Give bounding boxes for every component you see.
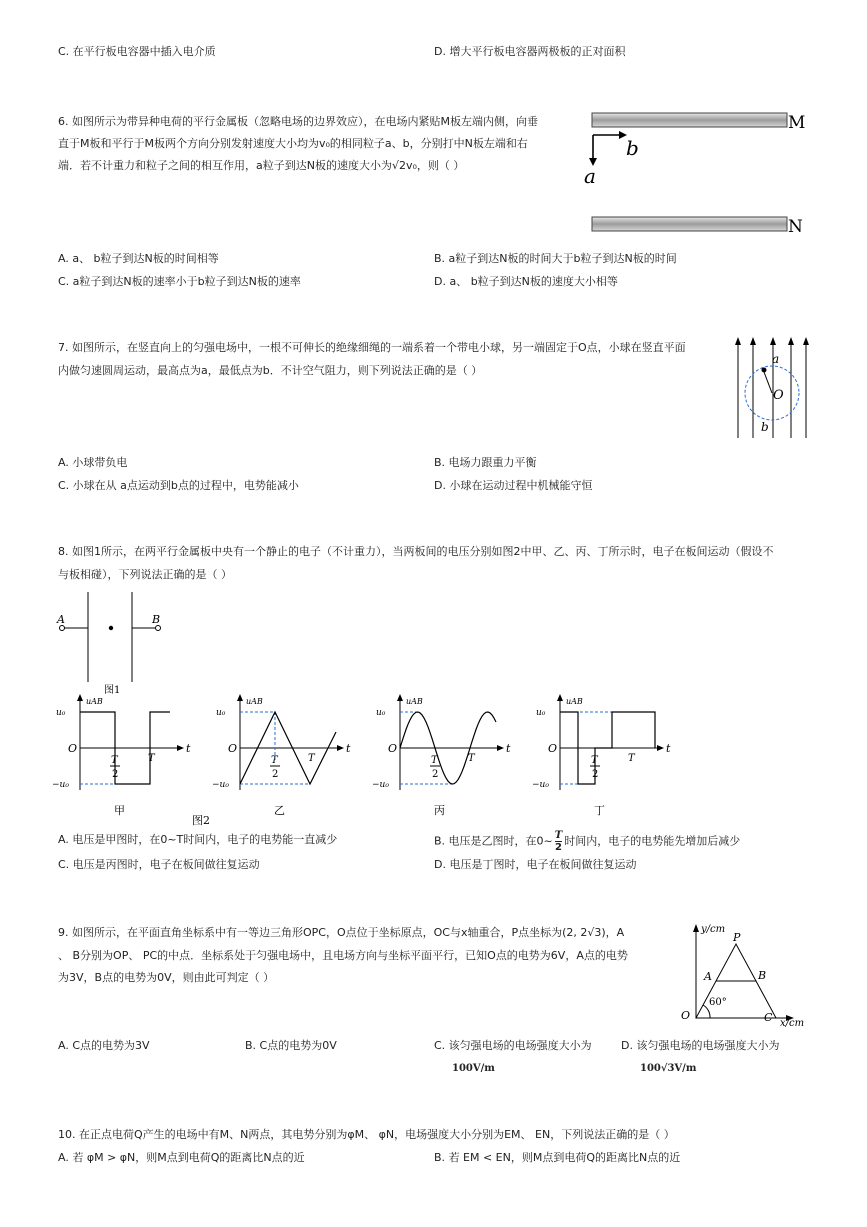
q8-option-b — [434, 830, 740, 853]
figure2-caption: 图2 — [192, 814, 210, 827]
q9-option-c-line1: C. 该匀强电场的电场强度大小为 — [434, 1039, 592, 1052]
figure1-caption: 图1 — [104, 685, 121, 695]
period-label: T — [628, 753, 635, 764]
half-period-denominator: 2 — [432, 769, 439, 780]
graph-bing — [372, 694, 511, 817]
t-axis-label: t — [346, 742, 351, 755]
fraction-denominator: 2 — [555, 842, 562, 853]
graph-caption: 丙 — [434, 804, 445, 817]
q5-option-d: D. 增大平行板电容器两极板的正对面积 — [434, 45, 626, 58]
point-c-label: C — [764, 1011, 773, 1024]
q8-stem-line1: 8. 如图1所示，在两平行金属板中央有一个静止的电子（不计重力），当两板间的电压分别如图2中甲、乙、丙、丁所示时，电子在板间运动（假设不 — [58, 545, 774, 558]
graph-ding — [532, 694, 671, 817]
half-period-numerator: T — [431, 755, 438, 766]
terminal-a-label: A — [57, 613, 65, 626]
q6-option-d: D. a、 b粒子到达N板的速度大小相等 — [434, 275, 618, 288]
q7-option-c: C. 小球在从 a点运动到b点的过程中，电势能减小 — [58, 479, 299, 492]
q8-stem-line2: 与板相碰），下列说法正确的是（ ） — [58, 568, 232, 581]
point-a-label: a — [772, 352, 780, 366]
q9-option-d-line2: 100√3V/m — [640, 1063, 697, 1074]
graph-jia — [52, 694, 191, 817]
q8-option-b-fraction — [555, 830, 562, 853]
neg-u0-label: −u₀ — [532, 780, 549, 790]
arrow-b-label: b — [626, 136, 639, 160]
q6-figure — [580, 105, 810, 240]
arrow-a-label: a — [584, 164, 596, 188]
point-p-label: P — [733, 931, 741, 944]
period-label: T — [308, 753, 315, 764]
graph-caption: 甲 — [114, 804, 125, 817]
t-axis-label: t — [506, 742, 511, 755]
point-b-label: b — [761, 420, 769, 434]
q9-figure — [676, 920, 816, 1030]
q7-figure — [728, 333, 813, 443]
y-axis-label: y/cm — [701, 924, 726, 935]
q8-option-c: C. 电压是丙图时，电子在板间做往复运动 — [58, 858, 260, 871]
y-axis-label: uAB — [406, 697, 423, 706]
plate-m-label: M — [788, 113, 806, 133]
angle-label: 60° — [709, 997, 727, 1008]
point-a-label: A — [704, 970, 712, 983]
q9-option-a: A. C点的电势为3V — [58, 1039, 150, 1052]
q10-stem-line1: 10. 在正点电荷Q产生的电场中有M、N两点，其电势分别为φM、 φN，电场强度大小分别为EM、 EN，下列说法正确的是（ ） — [58, 1128, 675, 1141]
q6-option-c: C. a粒子到达N板的速率小于b粒子到达N板的速率 — [58, 275, 301, 288]
u0-label: u₀ — [56, 708, 66, 718]
q7-stem-line1: 7. 如图所示，在竖直向上的匀强电场中，一根不可伸长的绝缘细绳的一端系着一个带电小球，另一端固定于O点，小球在竖直平面 — [58, 341, 686, 354]
q7-stem-line2: 内做匀速圆周运动，最高点为a，最低点为b．不计空气阻力，则下列说法正确的是（ ） — [58, 364, 483, 377]
origin-label: O — [68, 742, 78, 755]
half-period-denominator: 2 — [272, 769, 279, 780]
point-o-label: O — [773, 388, 784, 403]
q8-option-a: A. 电压是甲图时，在0~T时间内，电子的电势能一直减少 — [58, 833, 338, 846]
neg-u0-label: −u₀ — [52, 780, 69, 790]
half-period-numerator: T — [111, 755, 118, 766]
plate-m — [592, 113, 787, 127]
u0-label: u₀ — [536, 708, 546, 718]
q9-option-b: B. C点的电势为0V — [245, 1039, 337, 1052]
q10-option-a: A. 若 φM > φN，则M点到电荷Q的距离比N点的近 — [58, 1151, 305, 1164]
point-o-label: O — [681, 1009, 691, 1022]
q9-stem-line2: 、 B分别为OP、 PC的中点．坐标系处于匀强电场中，且电场方向与坐标平面平行，已知O点的电势为6V，A点的电势 — [58, 949, 628, 962]
q8-figure1 — [55, 590, 175, 695]
graph-caption: 丁 — [594, 804, 605, 817]
q8-option-b-pre: B. 电压是乙图时，在0~ — [434, 834, 553, 848]
origin-label: O — [388, 742, 398, 755]
neg-u0-label: −u₀ — [372, 780, 389, 790]
q6-option-b: B. a粒子到达N板的时间大于b粒子到达N板的时间 — [434, 252, 677, 265]
t-axis-label: t — [186, 742, 191, 755]
q9-stem-line1: 9. 如图所示，在平面直角坐标系中有一等边三角形OPC，O点位于坐标原点，OC与x轴重合，P点坐标为(2, 2√3)，A — [58, 926, 625, 939]
plate-n — [592, 217, 787, 231]
y-axis-label: uAB — [86, 697, 103, 706]
period-label: T — [468, 753, 475, 764]
graph-yi — [212, 694, 351, 817]
u0-label: u₀ — [376, 708, 386, 718]
origin-label: O — [548, 742, 558, 755]
q6-stem-line2: 直于M板和平行于M板两个方向分别发射速度大小均为v₀的相同粒子a、b，分别打中N板左端和右 — [58, 137, 528, 150]
y-axis-label: uAB — [566, 697, 583, 706]
q5-option-c: C. 在平行板电容器中插入电介质 — [58, 45, 216, 58]
half-period-numerator: T — [591, 755, 598, 766]
plate-n-label: N — [788, 217, 803, 237]
q7-option-a: A. 小球带负电 — [58, 456, 128, 469]
origin-label: O — [228, 742, 238, 755]
q9-option-d-line1: D. 该匀强电场的电场强度大小为 — [621, 1039, 780, 1052]
q7-option-d: D. 小球在运动过程中机械能守恒 — [434, 479, 593, 492]
x-axis-label: x/cm — [780, 1018, 805, 1029]
graph-caption: 乙 — [274, 804, 285, 817]
ball — [762, 368, 767, 373]
neg-u0-label: −u₀ — [212, 780, 229, 790]
u0-label: u₀ — [216, 708, 226, 718]
half-period-numerator: T — [271, 755, 278, 766]
period-label: T — [148, 753, 155, 764]
fraction-numerator: T — [554, 830, 563, 841]
half-period-denominator: 2 — [592, 769, 599, 780]
half-period-denominator: 2 — [112, 769, 119, 780]
q7-option-b: B. 电场力跟重力平衡 — [434, 456, 537, 469]
string — [764, 372, 772, 393]
q8-figure2 — [40, 690, 680, 830]
q6-stem-line1: 6. 如图所示为带异种电荷的平行金属板（忽略电场的边界效应），在电场内紧贴M板左端内侧，向垂 — [58, 115, 538, 128]
q8-option-d: D. 电压是丁图时，电子在板间做往复运动 — [434, 858, 637, 871]
t-axis-label: t — [666, 742, 671, 755]
q10-option-b: B. 若 EM < EN，则M点到电荷Q的距离比N点的近 — [434, 1151, 681, 1164]
terminal-b-label: B — [152, 613, 161, 626]
q6-stem-line3: 端．若不计重力和粒子之间的相互作用，a粒子到达N板的速度大小为√2v₀，则（ ） — [58, 159, 465, 172]
q6-option-a: A. a、 b粒子到达N板的时间相等 — [58, 252, 219, 265]
q9-option-c-line2: 100V/m — [452, 1063, 495, 1074]
electron — [109, 626, 113, 630]
q9-stem-line3: 为3V，B点的电势为0V，则由此可判定（ ） — [58, 971, 275, 984]
q8-option-b-post: 时间内，电子的电势能先增加后减少 — [564, 834, 741, 848]
y-axis-label: uAB — [246, 697, 263, 706]
point-b-label: B — [758, 969, 767, 982]
